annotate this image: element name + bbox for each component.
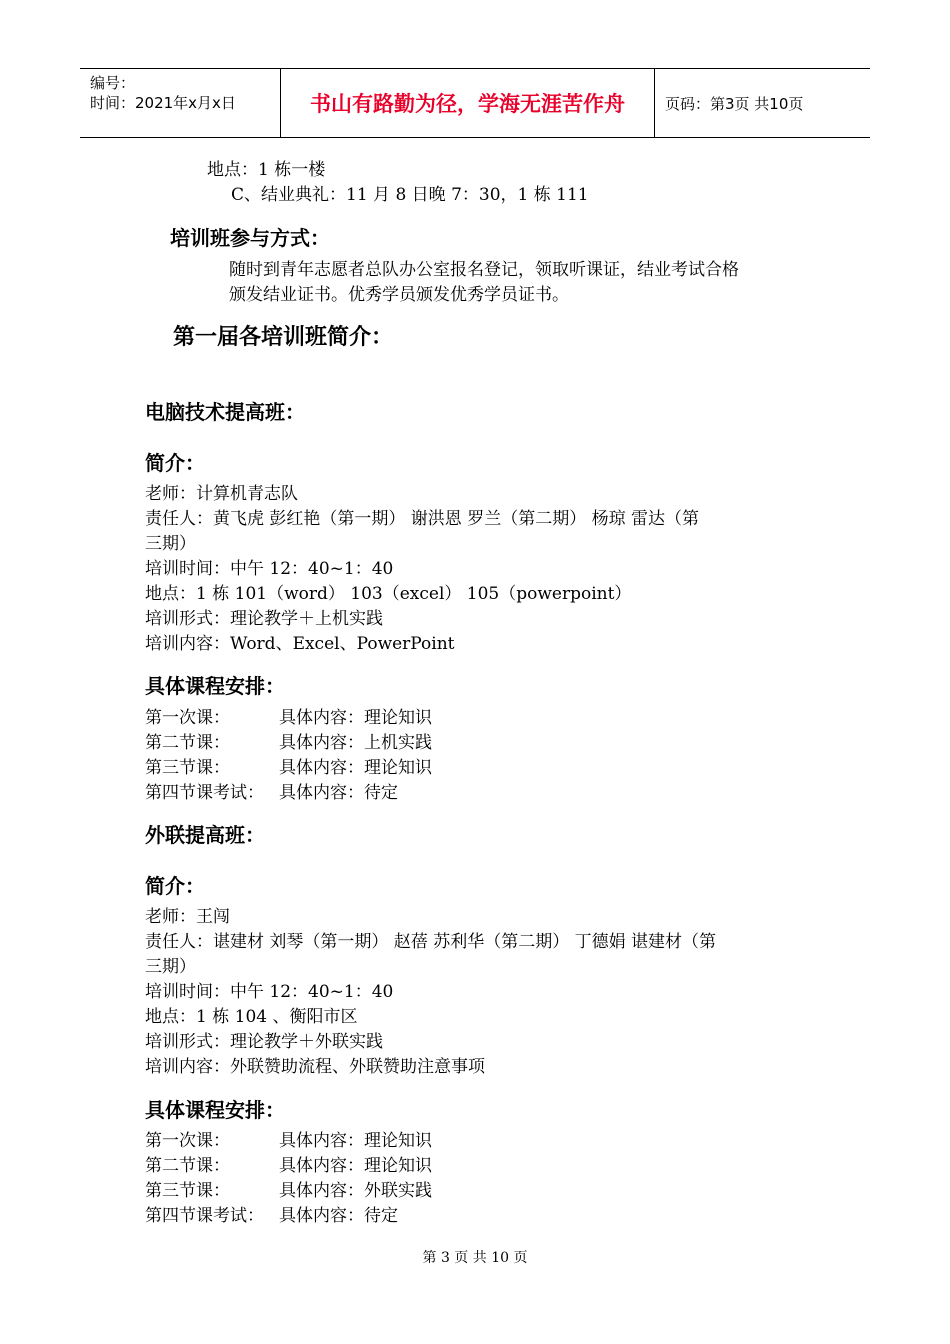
header-motto: 书山有路勤为径，学海无涯苦作舟 xyxy=(281,69,655,137)
schedule-content: 具体内容：待定 xyxy=(279,1206,398,1226)
computer-responsible-2: 三期） xyxy=(145,534,196,554)
liaison-content: 培训内容：外联赞助流程、外联赞助注意事项 xyxy=(145,1057,485,1077)
schedule-row xyxy=(145,706,432,731)
schedule-content: 具体内容：理论知识 xyxy=(279,1131,432,1151)
schedule-content: 具体内容：理论知识 xyxy=(279,708,432,728)
schedule-label: 第一次课： xyxy=(145,708,230,728)
schedule-content: 具体内容：理论知识 xyxy=(279,1156,432,1176)
schedule-label: 第二节课： xyxy=(145,1156,230,1176)
schedule-label: 第三节课： xyxy=(145,1181,230,1201)
header-page-label: 页码：第3页 共10页 xyxy=(665,94,804,113)
schedule-row xyxy=(145,1204,398,1229)
schedule-label: 第一次课： xyxy=(145,1131,230,1151)
participation-text-1: 随时到青年志愿者总队办公室报名登记，领取听课证，结业考试合格 xyxy=(229,260,739,280)
liaison-teacher: 老师：王闯 xyxy=(145,907,230,927)
schedule-content: 具体内容：外联实践 xyxy=(279,1181,432,1201)
computer-time: 培训时间：中午 12：40~1：40 xyxy=(145,559,394,579)
participation-text-2: 颁发结业证书。优秀学员颁发优秀学员证书。 xyxy=(229,285,569,305)
computer-place: 地点：1 栋 101（word） 103（excel） 105（powerpoint） xyxy=(145,584,632,604)
schedule-row xyxy=(145,1179,432,1204)
liaison-intro-heading: 简介： xyxy=(145,874,205,898)
header-meta xyxy=(80,69,281,137)
computer-intro-heading: 简介： xyxy=(145,451,205,475)
liaison-class-title: 外联提高班： xyxy=(145,823,265,847)
schedule-label: 第四节课考试： xyxy=(145,1206,264,1226)
number-label: 编号： xyxy=(90,74,136,92)
computer-responsible-1: 责任人：黄飞虎 彭红艳（第一期） 谢洪恩 罗兰（第二期） 杨琼 雷达（第 xyxy=(145,509,700,529)
computer-teacher: 老师：计算机青志队 xyxy=(145,484,298,504)
liaison-form: 培训形式：理论教学＋外联实践 xyxy=(145,1032,383,1052)
schedule-row xyxy=(145,1129,432,1154)
schedule-row xyxy=(145,781,398,806)
schedule-row xyxy=(145,756,432,781)
time-label: 时间：2021年x月x日 xyxy=(90,94,236,112)
page-header xyxy=(80,68,870,138)
page-footer: 第 3 页 共 10 页 xyxy=(422,1250,528,1266)
liaison-responsible-1: 责任人：谌建材 刘琴（第一期） 赵蓓 苏利华（第二期） 丁德娟 谌建材（第 xyxy=(145,932,717,952)
schedule-content: 具体内容：理论知识 xyxy=(279,758,432,778)
schedule-content: 具体内容：待定 xyxy=(279,783,398,803)
liaison-place: 地点：1 栋 104 、衡阳市区 xyxy=(145,1007,358,1027)
schedule-label: 第二节课： xyxy=(145,733,230,753)
computer-content: 培训内容：Word、Excel、PowerPoint xyxy=(145,634,455,654)
computer-schedule-heading: 具体课程安排： xyxy=(145,674,285,698)
schedule-row xyxy=(145,731,432,756)
computer-form: 培训形式：理论教学＋上机实践 xyxy=(145,609,383,629)
schedule-row xyxy=(145,1154,432,1179)
intro-heading: 第一届各培训班简介： xyxy=(173,325,394,350)
liaison-responsible-2: 三期） xyxy=(145,957,196,977)
participation-heading: 培训班参与方式： xyxy=(170,226,330,250)
graduation-ceremony-line: C、结业典礼：11 月 8 日晚 7：30，1 栋 111 xyxy=(231,185,589,205)
liaison-schedule-heading: 具体课程安排： xyxy=(145,1098,285,1122)
computer-class-title: 电脑技术提高班： xyxy=(145,400,305,424)
schedule-content: 具体内容：上机实践 xyxy=(279,733,432,753)
schedule-label: 第四节课考试： xyxy=(145,783,264,803)
schedule-label: 第三节课： xyxy=(145,758,230,778)
location-line: 地点：1 栋一楼 xyxy=(207,160,326,180)
liaison-time: 培训时间：中午 12：40~1：40 xyxy=(145,982,394,1002)
